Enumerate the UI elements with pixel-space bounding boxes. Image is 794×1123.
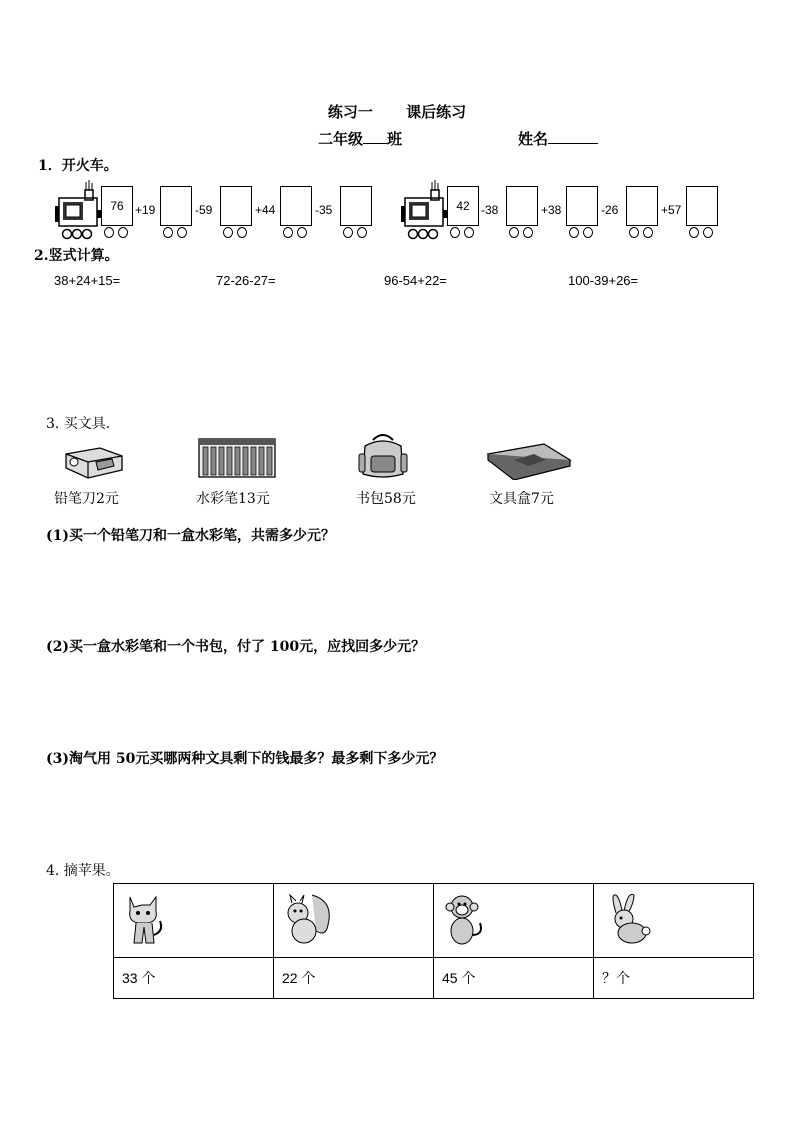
table-cell [274,884,434,958]
train-car-blank[interactable] [566,186,598,226]
wheels [280,227,310,239]
item-label-sharpener: 铅笔刀2元 [54,491,119,507]
train-2 [401,176,721,244]
grade-class-field [318,128,402,149]
section3-label: 3. 买文具. [46,416,111,432]
apple-count-squirrel: 22 个 [274,958,434,999]
question-3: (3)淘气用 50元买哪两种文具剩下的钱最多？最多剩下多少元？ [46,751,444,767]
train-car-blank[interactable] [340,186,372,226]
squirrel-icon [282,891,334,947]
calc-problem-2: 72-26-27= [216,273,276,288]
train-1 [55,176,375,244]
train-car-blank[interactable] [160,186,192,226]
wheels [340,227,370,239]
section1-label: 1．开火车。 [38,158,118,174]
apple-count-rabbit: ？个 [594,958,754,999]
name-field [518,128,598,149]
wheels [566,227,596,239]
wheels [626,227,656,239]
locomotive-icon [401,176,447,242]
calc-problem-4: 100-39+26= [568,273,639,288]
item-label-pencil-case: 文具盒7元 [489,491,554,507]
name-label: 姓名 [518,130,549,148]
train-car-blank[interactable] [220,186,252,226]
train-car-blank[interactable] [626,186,658,226]
locomotive-icon [55,176,101,242]
name-blank[interactable] [548,129,598,144]
watercolor-pens-icon [198,438,276,478]
train-car-blank[interactable] [686,186,718,226]
train-op: -38 [481,203,499,217]
apple-count-cat: 33 个 [114,958,274,999]
train-op: +44 [255,203,276,217]
page-title [0,101,794,122]
item-label-schoolbag: 书包58元 [356,491,416,507]
wheels [160,227,190,239]
train-op: -35 [315,203,333,217]
wheels [220,227,250,239]
schoolbag-icon [357,432,409,480]
wheels [447,227,477,239]
table-cell [594,884,754,958]
class-blank[interactable] [363,129,387,144]
table-row [114,958,754,999]
monkey-icon [442,891,486,947]
title-right: 课后练习 [406,103,467,121]
wheels [101,227,131,239]
section2-label: 2.竖式计算。 [34,248,119,264]
train-op: +38 [541,203,562,217]
question-2: (2)买一盒水彩笔和一个书包，付了 100元，应找回多少元？ [46,639,426,655]
cat-icon [122,891,166,947]
rabbit-icon [602,891,654,947]
table-row [114,884,754,958]
train-op: +19 [135,203,156,217]
item-label-pens: 水彩笔13元 [196,491,270,507]
question-1: (1)买一个铅笔刀和一盒水彩笔，共需多少元？ [46,528,335,544]
train-car-start: 42 [447,186,479,226]
apple-count-monkey: 45 个 [434,958,594,999]
table-cell [114,884,274,958]
grade-label: 二年级 [318,130,364,148]
train-car-blank[interactable] [280,186,312,226]
section4-label: 4. 摘苹果。 [46,863,120,879]
train-car-blank[interactable] [506,186,538,226]
title-left: 练习一 [327,103,373,121]
wheels [686,227,716,239]
pencil-sharpener-icon [60,440,130,480]
apple-table [113,883,754,999]
wheels [506,227,536,239]
table-cell [434,884,594,958]
calc-problem-3: 96-54+22= [384,273,447,288]
train-op: -59 [195,203,213,217]
class-label: 班 [387,130,403,148]
pencil-case-icon [484,440,574,480]
train-op: -26 [601,203,619,217]
calc-problem-1: 38+24+15= [54,273,121,288]
train-op: +57 [661,203,682,217]
train-car-start: 76 [101,186,133,226]
